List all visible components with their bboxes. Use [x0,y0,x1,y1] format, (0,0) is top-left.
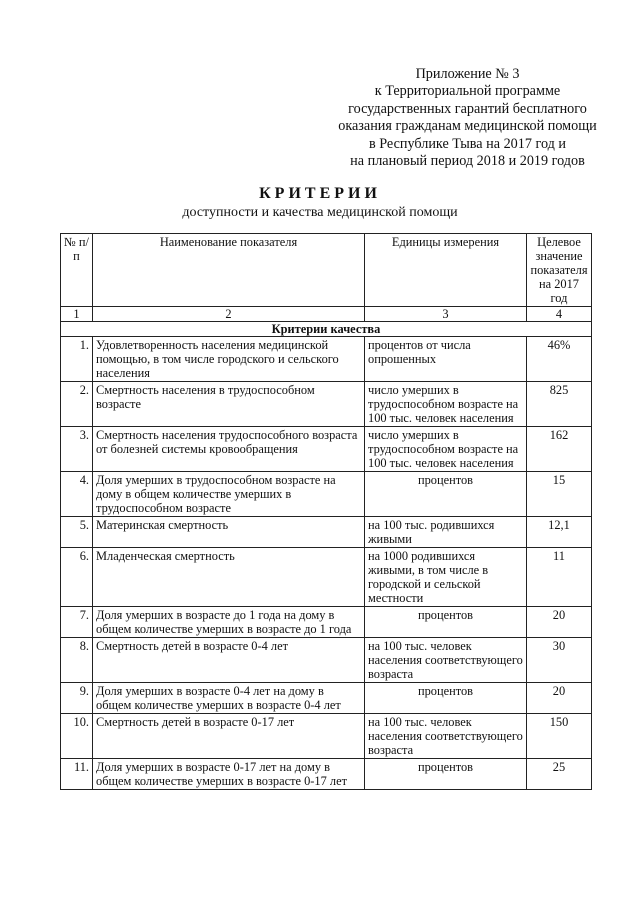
document-title: КРИТЕРИИ [259,185,381,202]
header-value: Целевое значение показателя на 2017 год [527,234,592,307]
row-unit: процентов [365,472,527,517]
table-row [61,759,592,790]
document-subtitle: доступности и качества медицинской помощи [182,205,458,220]
row-value: 11 [527,548,592,607]
row-unit: на 100 тыс. человек населения соответствующего возраста [365,714,527,759]
row-indicator: Доля умерших в возрасте до 1 года на дому в общем количестве умерших в возрасте до 1 года [93,607,365,638]
row-indicator: Смертность детей в возрасте 0-4 лет [93,638,365,683]
row-number: 10. [61,714,93,759]
row-indicator: Младенческая смертность [93,548,365,607]
row-value: 15 [527,472,592,517]
appendix-line: государственных гарантий бесплатного [348,100,587,117]
row-indicator: Доля умерших в возрасте 0-4 лет на дому в общем количестве умерших в возрасте 0-4 лет [93,683,365,714]
table-row [61,337,592,382]
row-indicator: Доля умерших в возрасте 0-17 лет на дому в общем количестве умерших в возрасте 0-17 лет [93,759,365,790]
row-value: 25 [527,759,592,790]
row-value: 12,1 [527,517,592,548]
row-value: 162 [527,427,592,472]
row-unit: на 100 тыс. родившихся живыми [365,517,527,548]
row-unit: процентов [365,759,527,790]
table-row [61,548,592,607]
column-numbers-row [61,307,592,322]
criteria-table [60,233,592,790]
row-indicator: Смертность населения трудоспособного возраста от болезней системы кровообращения [93,427,365,472]
row-value: 20 [527,683,592,714]
header-unit: Единицы измерения [365,234,527,307]
row-number: 8. [61,638,93,683]
appendix-line: Приложение № 3 [415,66,520,82]
header-name: Наименование показателя [93,234,365,307]
row-number: 5. [61,517,93,548]
section-row [61,322,592,337]
row-indicator: Смертность населения в трудоспособном возрасте [93,382,365,427]
row-unit: на 100 тыс. человек населения соответствующего возраста [365,638,527,683]
appendix-header [300,66,635,170]
row-indicator: Материнская смертность [93,517,365,548]
row-number: 7. [61,607,93,638]
row-number: 9. [61,683,93,714]
row-number: 1. [61,337,93,382]
row-unit: число умерших в трудоспособном возрасте на 100 тыс. человек населения [365,382,527,427]
column-number: 1 [61,307,93,322]
column-number: 2 [93,307,365,322]
table-row [61,683,592,714]
row-unit: число умерших в трудоспособном возрасте на 100 тыс. человек населения [365,427,527,472]
row-value: 30 [527,638,592,683]
table-row [61,427,592,472]
table-row [61,472,592,517]
table-row [61,607,592,638]
row-unit: процентов [365,683,527,714]
appendix-line: к Территориальной программе [374,83,561,100]
row-value: 150 [527,714,592,759]
appendix-line: оказания гражданам медицинской помощи [338,118,597,135]
row-value: 46% [527,337,592,382]
appendix-line: в Республике Тыва на 2017 год и [368,135,567,152]
row-indicator: Смертность детей в возрасте 0-17 лет [93,714,365,759]
row-unit: на 1000 родившихся живыми, в том числе в городской и сельской местности [365,548,527,607]
row-number: 11. [61,759,93,790]
column-number: 3 [365,307,527,322]
table-header-row [61,234,592,307]
row-unit: процентов [365,607,527,638]
table-row [61,517,592,548]
appendix-line: на плановый период 2018 и 2019 годов [350,153,585,170]
table-row [61,714,592,759]
row-indicator: Доля умерших в трудоспособном возрасте на дому в общем количестве умерших в трудоспособном возрасте [93,472,365,517]
column-number: 4 [527,307,592,322]
table-row [61,638,592,683]
header-num: № п/п [61,234,93,307]
row-number: 6. [61,548,93,607]
row-number: 3. [61,427,93,472]
row-indicator: Удовлетворенность населения медицинской помощью, в том числе городского и сельского населения [93,337,365,382]
section-title: Критерии качества [61,322,592,337]
table-row [61,382,592,427]
row-value: 825 [527,382,592,427]
row-unit: процентов от числа опрошенных [365,337,527,382]
row-number: 4. [61,472,93,517]
row-number: 2. [61,382,93,427]
row-value: 20 [527,607,592,638]
